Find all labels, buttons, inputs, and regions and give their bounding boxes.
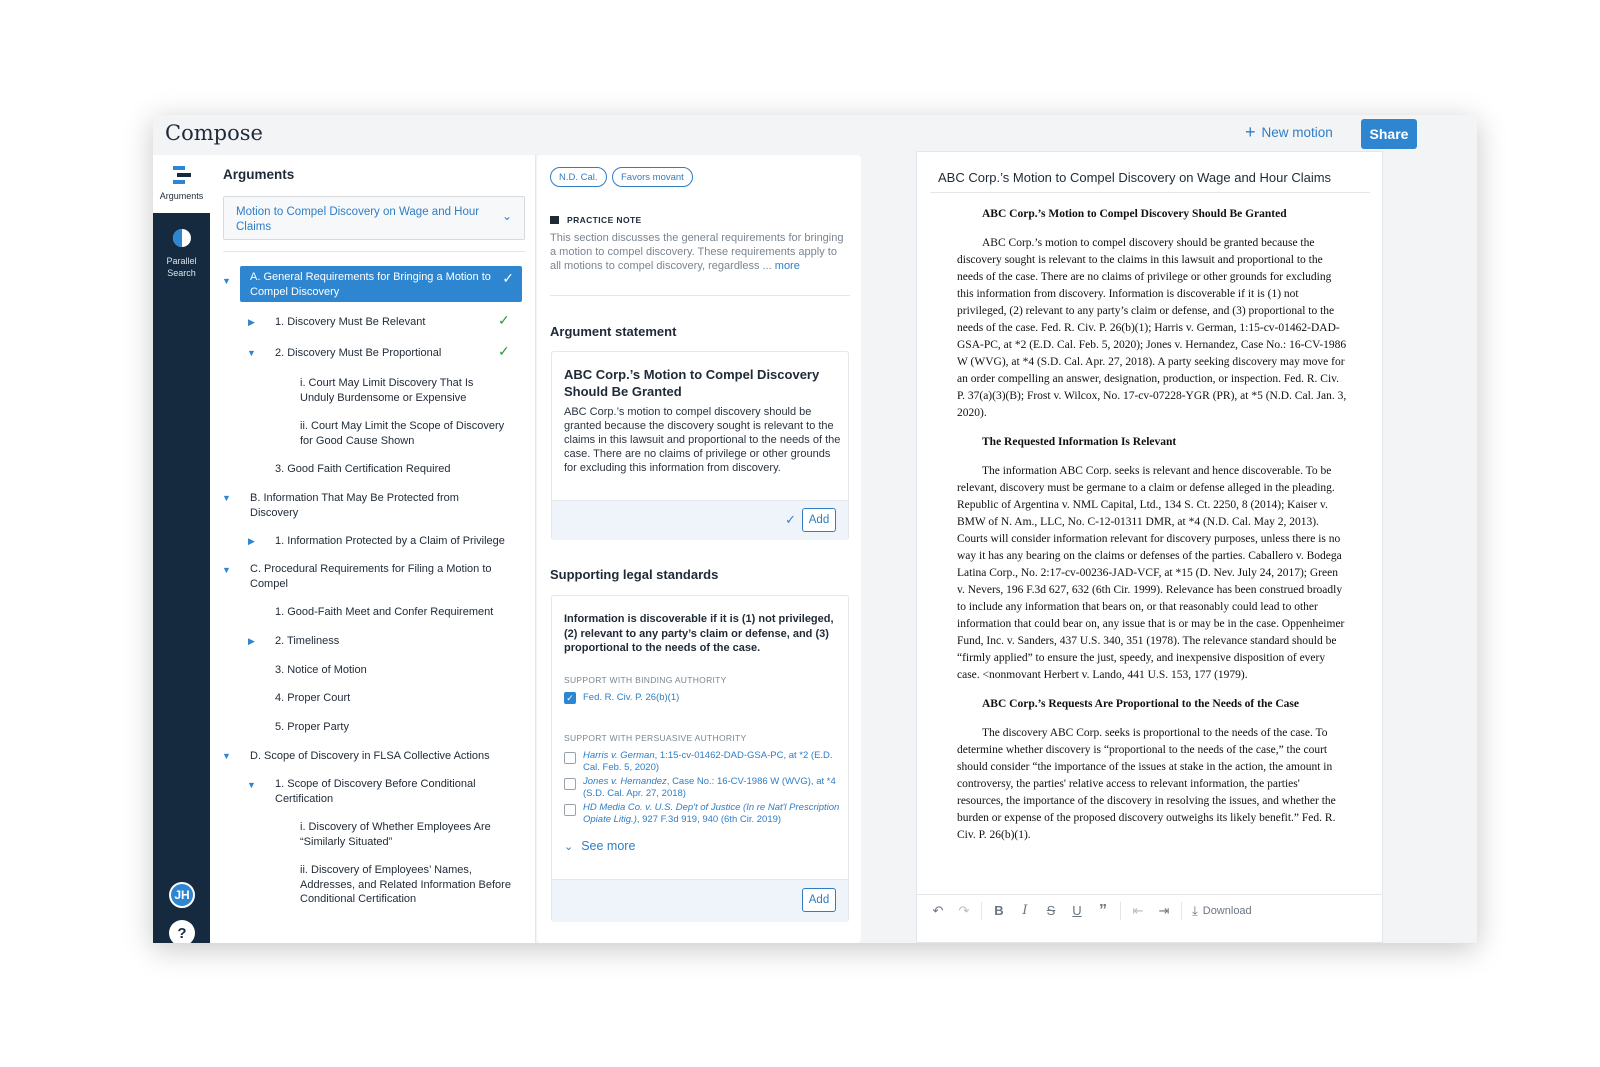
arguments-icon — [171, 165, 193, 185]
tree-item-d[interactable]: D. Scope of Discovery in FLSA Collective Actions — [250, 750, 490, 762]
jurisdiction-pill[interactable]: N.D. Cal. — [550, 167, 607, 187]
persuasive-authority-label: SUPPORT WITH PERSUASIVE AUTHORITY — [564, 733, 747, 743]
tree-item-d1[interactable]: 1. Scope of Discovery Before Conditional Certification — [275, 778, 476, 805]
practice-note-heading: PRACTICE NOTE — [550, 215, 642, 225]
check-icon: ✓ — [502, 270, 514, 286]
rail-item-label: Parallel Search — [166, 256, 197, 278]
quote-icon[interactable]: ” — [1099, 901, 1107, 919]
motion-select-value: Motion to Compel Discovery on Wage and Hour Claims — [236, 206, 480, 233]
rail-item-parallel-search[interactable] — [153, 227, 210, 279]
tree-item-a[interactable]: A. General Requirements for Bringing a Motion to Compel Discovery ✓ — [240, 266, 522, 302]
parallel-search-icon — [171, 227, 193, 249]
divider — [981, 902, 982, 920]
supporting-standards-heading: Supporting legal standards — [550, 567, 719, 582]
persuasive-checkbox[interactable] — [564, 778, 576, 790]
divider — [1120, 902, 1121, 920]
arguments-title: Arguments — [223, 167, 295, 182]
italic-icon[interactable]: I — [1022, 903, 1028, 918]
chevron-down-icon: ⌄ — [501, 209, 512, 223]
section-heading: ABC Corp.’s Requests Are Proportional to the Needs of the Case — [982, 698, 1299, 710]
tree-item-b1[interactable]: 1. Information Protected by a Claim of Privilege — [275, 535, 505, 547]
flag-icon — [550, 216, 559, 224]
caret-down-icon[interactable]: ▼ — [247, 348, 256, 358]
tree-item-c2[interactable]: 2. Timeliness — [275, 635, 340, 647]
caret-down-icon[interactable]: ▼ — [247, 780, 256, 790]
tree-item-c5[interactable]: 5. Proper Party — [275, 721, 349, 733]
card-footer — [552, 879, 848, 922]
tree-item-c[interactable]: C. Procedural Requirements for Filing a Motion to Compel — [250, 563, 492, 590]
add-standard-button[interactable]: Add — [802, 888, 836, 912]
check-icon: ✓ — [498, 312, 510, 328]
rail-item-label: Arguments — [159, 191, 204, 201]
document-body[interactable] — [957, 206, 1347, 856]
argument-statement-heading: Argument statement — [550, 324, 677, 339]
more-link[interactable]: more — [774, 260, 800, 272]
favors-movant-pill[interactable]: Favors movant — [612, 167, 693, 187]
underline-icon[interactable]: U — [1072, 903, 1082, 918]
check-icon: ✓ — [785, 512, 796, 527]
persuasive-checkbox[interactable] — [564, 752, 576, 764]
tree-item-a1[interactable]: 1. Discovery Must Be Relevant — [275, 316, 426, 328]
tree-item-c3[interactable]: 3. Notice of Motion — [275, 664, 367, 676]
supporting-standards-card — [551, 595, 849, 922]
app-title: Compose — [165, 121, 263, 145]
caret-down-icon[interactable]: ▼ — [222, 751, 231, 761]
tree-item-c1[interactable]: 1. Good-Faith Meet and Confer Requirement — [275, 606, 494, 618]
caret-down-icon[interactable]: ▼ — [222, 493, 231, 503]
tree-item-c4[interactable]: 4. Proper Court — [275, 692, 351, 704]
persuasive-citation[interactable]: Jones v. Hernandez, Case No.: 16-CV-1986 W (WVG), at *4 (S.D. Cal. Apr. 27, 2018) — [583, 776, 836, 799]
section-paragraph: ABC Corp.’s motion to compel discovery should be granted because the discovery sought is relevant to the claims in this lawsuit and proportional to the needs of the case. There are no claims of privilege or other grounds for excluding this information from discovery. Information is discoverable if it is (1) not privileged, (2) relevant to any party’s claim or defense, and (3) proportional to the needs of the case. Fed. R. Civ. P. 26(b)(1); Harris v. German, 1:15-cv-01462-DAD-GSA-PC, at *2 (E.D. Cal. Feb. 5, 2020); Jones v. Hernandez, Case No.: 16-CV-1986 W (WVG), at *4 (S.D. Cal. Apr. 27, 2018). A party seeking discovery may move for an order compelling an answer, designation, production, or inspection. Fed. R. Civ. P. 37(a)(3)(B); Frost v. Wilcox, No. 17-cv-07228-YGR (PR), at *5 (N.D. Cal. Jan. 3, 2020). — [957, 237, 1347, 419]
argument-statement-card — [551, 351, 849, 540]
plus-icon: + — [1245, 122, 1256, 142]
arguments-panel — [210, 155, 536, 943]
practice-note-text: This section discusses the general requirements for bringing a motion to compel discovery. These requirements apply to all motions to compel discovery, regardless ... more — [550, 232, 844, 272]
binding-citation[interactable]: Fed. R. Civ. P. 26(b)(1) — [583, 692, 680, 703]
section-heading: ABC Corp.’s Motion to Compel Discovery Should Be Granted — [982, 208, 1287, 220]
standard-statement: Information is discoverable if it is (1) not privileged, (2) relevant to any party’s claim or defense, and (3) proportional to the needs of the case. — [564, 613, 834, 654]
document-title: ABC Corp.’s Motion to Compel Discovery on Wage and Hour Claims — [938, 170, 1332, 185]
left-rail — [153, 155, 210, 943]
section-paragraph: The discovery ABC Corp. seeks is proportional to the needs of the case. To determine whether discovery is “proportional to the needs of the case,” the court should consider “the importance of the issues at stake in the action, the amount in controversy, the parties' relative access to relevant information, the parties' resources, the importance of the discovery in resolving the issues, and whether the burden or expense of the proposed discovery outweighs its likely benefit.” Fed. R. Civ. P. 26(b)(1). — [957, 727, 1336, 841]
undo-icon[interactable]: ↶ — [932, 902, 944, 918]
section-paragraph: The information ABC Corp. seeks is relevant and hence discoverable. To be relevant, discovery must be germane to a claim or defense alleged in the pleading. Republic of Argentina v. NML Capital, Ltd., 134 S. Ct. 2250, 8 (2014); Kaiser v. BMW of N. Am., LLC, No. C-12-01311 DMR, at *4 (N.D. Cal. May 2, 2013). Courts will consider information relevant for discovery purposes, unless there is no way it has any bearing on the claims or defenses of the parties. Caballero v. Bodega Latina Corp., No. 2:17-cv-00236-JAD-VCF, at *15 (D. Nev. July 24, 2017); Green v. Nevers, 196 F.3d 627, 632 (6th Cir. 1999). Relevance has been construed broadly to include any information that bears on, or that reasonably could lead to other information that could bear on, any issue that is or may be in the case. Oppenheimer Fund, Inc. v. Sanders, 437 U.S. 340, 351 (1978). The relevance standard should be “firmly applied” to ensure the just, speedy, and inexpensive disposition of every case. <nonmovant Herbert v. Lando, 441 U.S. 153, 177 (1979). — [957, 465, 1345, 681]
check-icon: ✓ — [498, 343, 510, 359]
persuasive-citation[interactable]: HD Media Co. v. U.S. Dep't of Justice (In re Nat'l Prescription Opiate Litig.), 927 F.3d 919, 940 (6th Cir. 2019) — [583, 802, 840, 825]
new-motion-button[interactable] — [1245, 123, 1333, 141]
section-heading: The Requested Information Is Relevant — [982, 436, 1177, 448]
caret-right-icon[interactable]: ▶ — [248, 536, 255, 546]
editor-toolbar — [917, 894, 1382, 926]
new-motion-label: New motion — [1261, 124, 1333, 140]
add-argument-button[interactable]: Add — [802, 508, 836, 532]
caret-down-icon[interactable]: ▼ — [222, 565, 231, 575]
motion-select[interactable] — [223, 196, 525, 240]
compose-app — [153, 115, 1477, 943]
bold-icon[interactable]: B — [994, 903, 1004, 918]
divider — [930, 192, 1370, 193]
divider — [1181, 902, 1182, 920]
tree-item-a2[interactable]: 2. Discovery Must Be Proportional — [275, 347, 442, 359]
share-button[interactable]: Share — [1361, 119, 1417, 149]
card-footer — [552, 500, 848, 540]
detail-panel — [537, 155, 861, 943]
download-button[interactable]: ⤓ Download — [1192, 902, 1252, 918]
binding-checkbox[interactable]: ✓ — [564, 692, 576, 704]
help-icon[interactable]: ? — [169, 920, 195, 943]
card-text: ABC Corp.’s motion to compel discovery should be granted because the discovery sought is relevant to the claims in this lawsuit and proportional to the needs of the case. There are no claims of privilege or other grounds for excluding this information from discovery. — [564, 406, 841, 474]
tree-item-a2i[interactable]: i. Court May Limit Discovery That Is Unduly Burdensome or Expensive — [300, 377, 474, 404]
card-title: ABC Corp.’s Motion to Compel Discovery Should Be Granted — [564, 367, 820, 399]
strikethrough-icon[interactable]: S — [1046, 903, 1056, 918]
tree-item-b[interactable]: B. Information That May Be Protected from Discovery — [250, 492, 459, 519]
download-icon: ⤓ — [1192, 902, 1198, 918]
caret-right-icon[interactable]: ▶ — [248, 636, 255, 646]
persuasive-citation[interactable]: Harris v. German, 1:15-cv-01462-DAD-GSA-PC, at *2 (E.D. Cal. Feb. 5, 2020) — [583, 750, 833, 773]
rail-item-arguments[interactable] — [153, 155, 210, 213]
indent-icon[interactable]: ⇥ — [1158, 902, 1170, 918]
chevron-down-icon: ⌄ — [564, 840, 574, 853]
tree-item-a2ii[interactable]: ii. Court May Limit the Scope of Discovery for Good Cause Shown — [300, 420, 505, 447]
tree-item-a3[interactable]: 3. Good Faith Certification Required — [275, 463, 451, 475]
document-panel — [916, 151, 1383, 943]
avatar[interactable]: JH — [169, 882, 195, 908]
caret-right-icon[interactable]: ▶ — [248, 317, 255, 327]
divider — [550, 295, 850, 296]
tree-item-d1ii[interactable]: ii. Discovery of Employees’ Names, Addresses, and Related Information Before Conditional Certification — [300, 864, 511, 905]
see-more-link[interactable]: ⌄ See more — [564, 839, 636, 853]
caret-down-icon[interactable]: ▼ — [222, 276, 231, 286]
divider — [223, 251, 525, 252]
binding-authority-label: SUPPORT WITH BINDING AUTHORITY — [564, 675, 727, 685]
persuasive-checkbox[interactable] — [564, 804, 576, 816]
redo-icon[interactable]: ↷ — [958, 902, 970, 918]
outdent-icon[interactable]: ⇤ — [1132, 902, 1144, 918]
tree-item-d1i[interactable]: i. Discovery of Whether Employees Are “Similarly Situated” — [300, 821, 491, 848]
